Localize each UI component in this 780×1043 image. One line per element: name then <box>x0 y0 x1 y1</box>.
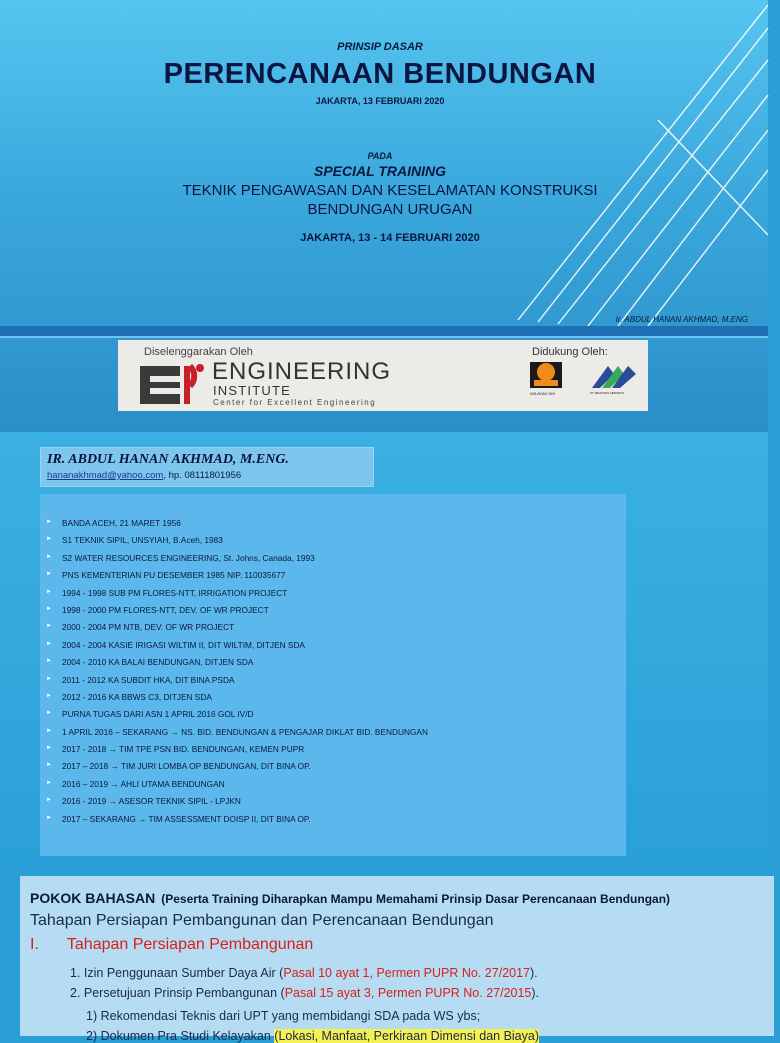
cv-item <box>46 814 428 831</box>
bullet-icon: ► <box>46 605 52 612</box>
topic-item <box>70 966 538 980</box>
training-title-line2: BENDUNGAN URUGAN <box>307 201 473 218</box>
slide-title: PERENCANAAN BENDUNGAN <box>163 58 597 90</box>
profile-contact <box>47 470 241 481</box>
topic-item-text: 2. Persetujuan Prinsip Pembangunan ( <box>70 986 285 1000</box>
topic-subitem: 1) Rekomendasi Teknis dari UPT yang membidangi SDA pada WS ybs; <box>86 1009 481 1023</box>
phone-text: , hp. 08111801956 <box>163 470 242 481</box>
bullet-icon: ► <box>46 692 52 699</box>
cv-item <box>46 675 428 692</box>
cv-item-text: 1998 - 2000 PM FLORES-NTT, DEV. OF WR PROJECT <box>62 604 269 615</box>
topic-item-ref: Pasal 10 ayat 1, Permen PUPR No. 27/2017 <box>283 966 530 980</box>
institute-word: INSTITUTE <box>213 383 291 398</box>
cv-item <box>46 570 428 587</box>
bullet-icon: ► <box>46 519 52 525</box>
cv-item <box>46 605 428 622</box>
cv-item-text: 2017 - 2018 → TIM TPE PSN BID. BENDUNGAN, KEMEN PUPR <box>62 744 305 755</box>
cv-item <box>46 553 428 570</box>
cv-item <box>46 657 428 674</box>
profile-name: IR. ABDUL HANAN AKHMAD, M.ENG. <box>47 452 289 467</box>
title-slide <box>0 0 768 432</box>
cv-item <box>46 588 428 605</box>
section-heading <box>30 936 313 954</box>
bullet-icon: ► <box>46 727 52 734</box>
topic-item-ref: Pasal 15 ayat 3, Permen PUPR No. 27/2015 <box>284 986 532 1000</box>
special-training-label: SPECIAL TRAINING <box>314 163 446 179</box>
institute-name: ENGINEERING <box>212 358 392 385</box>
cv-item <box>46 518 428 535</box>
cv-item <box>46 761 428 778</box>
bullet-icon: ► <box>46 762 52 769</box>
cv-item-text: 2017 – 2018 → TIM JURI LOMBA OP BENDUNGAN, DIT BINA OP. <box>62 761 311 772</box>
bullet-icon: ► <box>46 710 52 717</box>
cv-item <box>46 622 428 639</box>
cv-item <box>46 796 428 813</box>
cv-item <box>46 744 428 761</box>
bullet-icon: ► <box>46 571 52 578</box>
pii-logo <box>528 360 564 390</box>
topics-heading-note: (Peserta Training Diharapkan Mampu Memahami Prinsip Dasar Perencanaan Bendungan) <box>161 892 671 906</box>
slide-date: JAKARTA, 13 FEBRUARI 2020 <box>315 96 445 106</box>
organizer-banner <box>118 340 648 411</box>
cv-item-text: 2004 - 2010 KA BALAI BENDUNGAN, DITJEN SDA <box>62 657 254 668</box>
topic-item-text: 1. Izin Penggunaan Sumber Daya Air ( <box>70 966 284 980</box>
bullet-icon: ► <box>46 623 52 630</box>
bullet-icon: ► <box>46 658 52 665</box>
place-dates: 13 - 14 FEBRUARI 2020 <box>355 232 480 244</box>
topics-slide <box>0 868 768 1043</box>
supporter-label: Didukung Oleh: <box>532 346 608 358</box>
profile-slide <box>0 432 768 868</box>
divider-band-light <box>0 336 768 338</box>
cv-item <box>46 535 428 552</box>
section-number: I. <box>30 936 39 953</box>
cv-item-text: S1 TEKNIK SIPIL, UNSYIAH, B.Aceh, 1983 <box>62 535 223 546</box>
cv-item-text: PURNA TUGAS DARI ASN 1 APRIL 2016 GOL IV/D <box>62 709 254 720</box>
cv-item-text: 2012 - 2016 KA BBWS C3, DITJEN SDA <box>62 691 212 702</box>
section-title: Tahapan Persiapan Pembangunan <box>66 936 314 953</box>
bullet-icon: ► <box>46 553 52 560</box>
cv-item <box>46 709 428 726</box>
bullet-icon: ► <box>46 745 52 752</box>
bullet-icon: ► <box>46 814 52 821</box>
slide-author: Ir. ABDUL HANAN AKHMAD, M.ENG <box>615 315 748 324</box>
slide-subtitle: PRINSIP DASAR <box>337 41 423 53</box>
bullet-icon: ► <box>46 675 52 682</box>
bullet-icon: ► <box>46 640 52 647</box>
topics-heading <box>30 890 670 906</box>
cv-item-text: 2016 – 2019 → AHLI UTAMA BENDUNGAN <box>62 778 225 789</box>
institute-tagline: Center for Excellent Engineering <box>213 398 377 407</box>
bullet-icon: ► <box>46 588 52 595</box>
cv-item-text: PNS KEMENTERIAN PU DESEMBER 1985 NIP. 110035677 <box>62 570 286 581</box>
topics-subheading: Tahapan Persiapan Pembangunan dan Perencanaan Bendungan <box>30 912 494 929</box>
cv-item <box>46 640 428 657</box>
topic-subitem-highlight: (Lokasi, Manfaat, Perkiraan Dimensi dan Biaya) <box>274 1029 540 1043</box>
sponsor-label: PT. BRANTAS ABIPRAYA <box>590 391 625 395</box>
topic-subitem-text: 2) Dokumen Pra Studi Kelayakan <box>86 1029 275 1043</box>
cv-item-text: 2004 - 2004 KASIE IRIGASI WILTIM II, DIT WILTIM, DITJEN SDA <box>62 639 305 650</box>
pada-label: PADA <box>367 151 393 161</box>
topic-item-end: ). <box>530 966 538 980</box>
cv-item-text: 2017 – SEKARANG → TIM ASSESSMENT DOISP II, DIT BINA OP. <box>62 813 311 824</box>
divider-band <box>0 326 768 336</box>
bullet-icon: ► <box>46 536 52 543</box>
topic-item <box>70 986 539 1000</box>
place-city: JAKARTA, <box>300 232 356 244</box>
cv-panel <box>40 494 626 856</box>
cv-item-text: 1 APRIL 2016 – SEKARANG → NS. BID. BENDUNGAN & PENGAJAR DIKLAT BID. BENDUNGAN <box>62 726 428 737</box>
profile-card <box>40 447 374 487</box>
cv-item-text: BANDA ACEH, 21 MARET 1956 <box>62 518 181 528</box>
cv-item <box>46 692 428 709</box>
cv-item-text: 2000 - 2004 PM NTB, DEV. OF WR PROJECT <box>62 622 235 633</box>
cv-item-text: 1994 - 1998 SUB PM FLORES-NTT, IRRIGATION PROJECT <box>62 587 288 598</box>
bullet-icon: ► <box>46 779 52 786</box>
pii-label: WILAYAH DKI <box>530 391 556 396</box>
topic-subitem <box>86 1029 539 1043</box>
cv-item <box>46 779 428 796</box>
cv-item-text: 2011 - 2012 KA SUBDIT HKA, DIT BINA PSDA <box>62 674 235 685</box>
cv-item-text: S2 WATER RESOURCES ENGINEERING, St. Johns, Canada, 1993 <box>62 552 315 563</box>
cv-item <box>46 727 428 744</box>
bullet-icon: ► <box>46 797 52 804</box>
training-place-date <box>0 232 780 244</box>
email-link[interactable]: hananakhmad@yahoo.com <box>47 470 164 481</box>
organizer-label: Diselenggarakan Oleh <box>144 346 253 358</box>
topic-item-end: ). <box>531 986 540 1000</box>
training-title-line1: TEKNIK PENGAWASAN DAN KESELAMATAN KONSTRUKSI <box>182 182 598 199</box>
cv-item-text: 2016 - 2019 → ASESOR TEKNIK SIPIL - LPJKN <box>62 796 241 807</box>
engineering-institute-logo <box>140 362 210 406</box>
cv-list <box>46 518 428 831</box>
topics-heading-text: POKOK BAHASAN <box>30 890 156 906</box>
topics-panel <box>20 876 774 1043</box>
sponsor-logo <box>588 360 640 390</box>
